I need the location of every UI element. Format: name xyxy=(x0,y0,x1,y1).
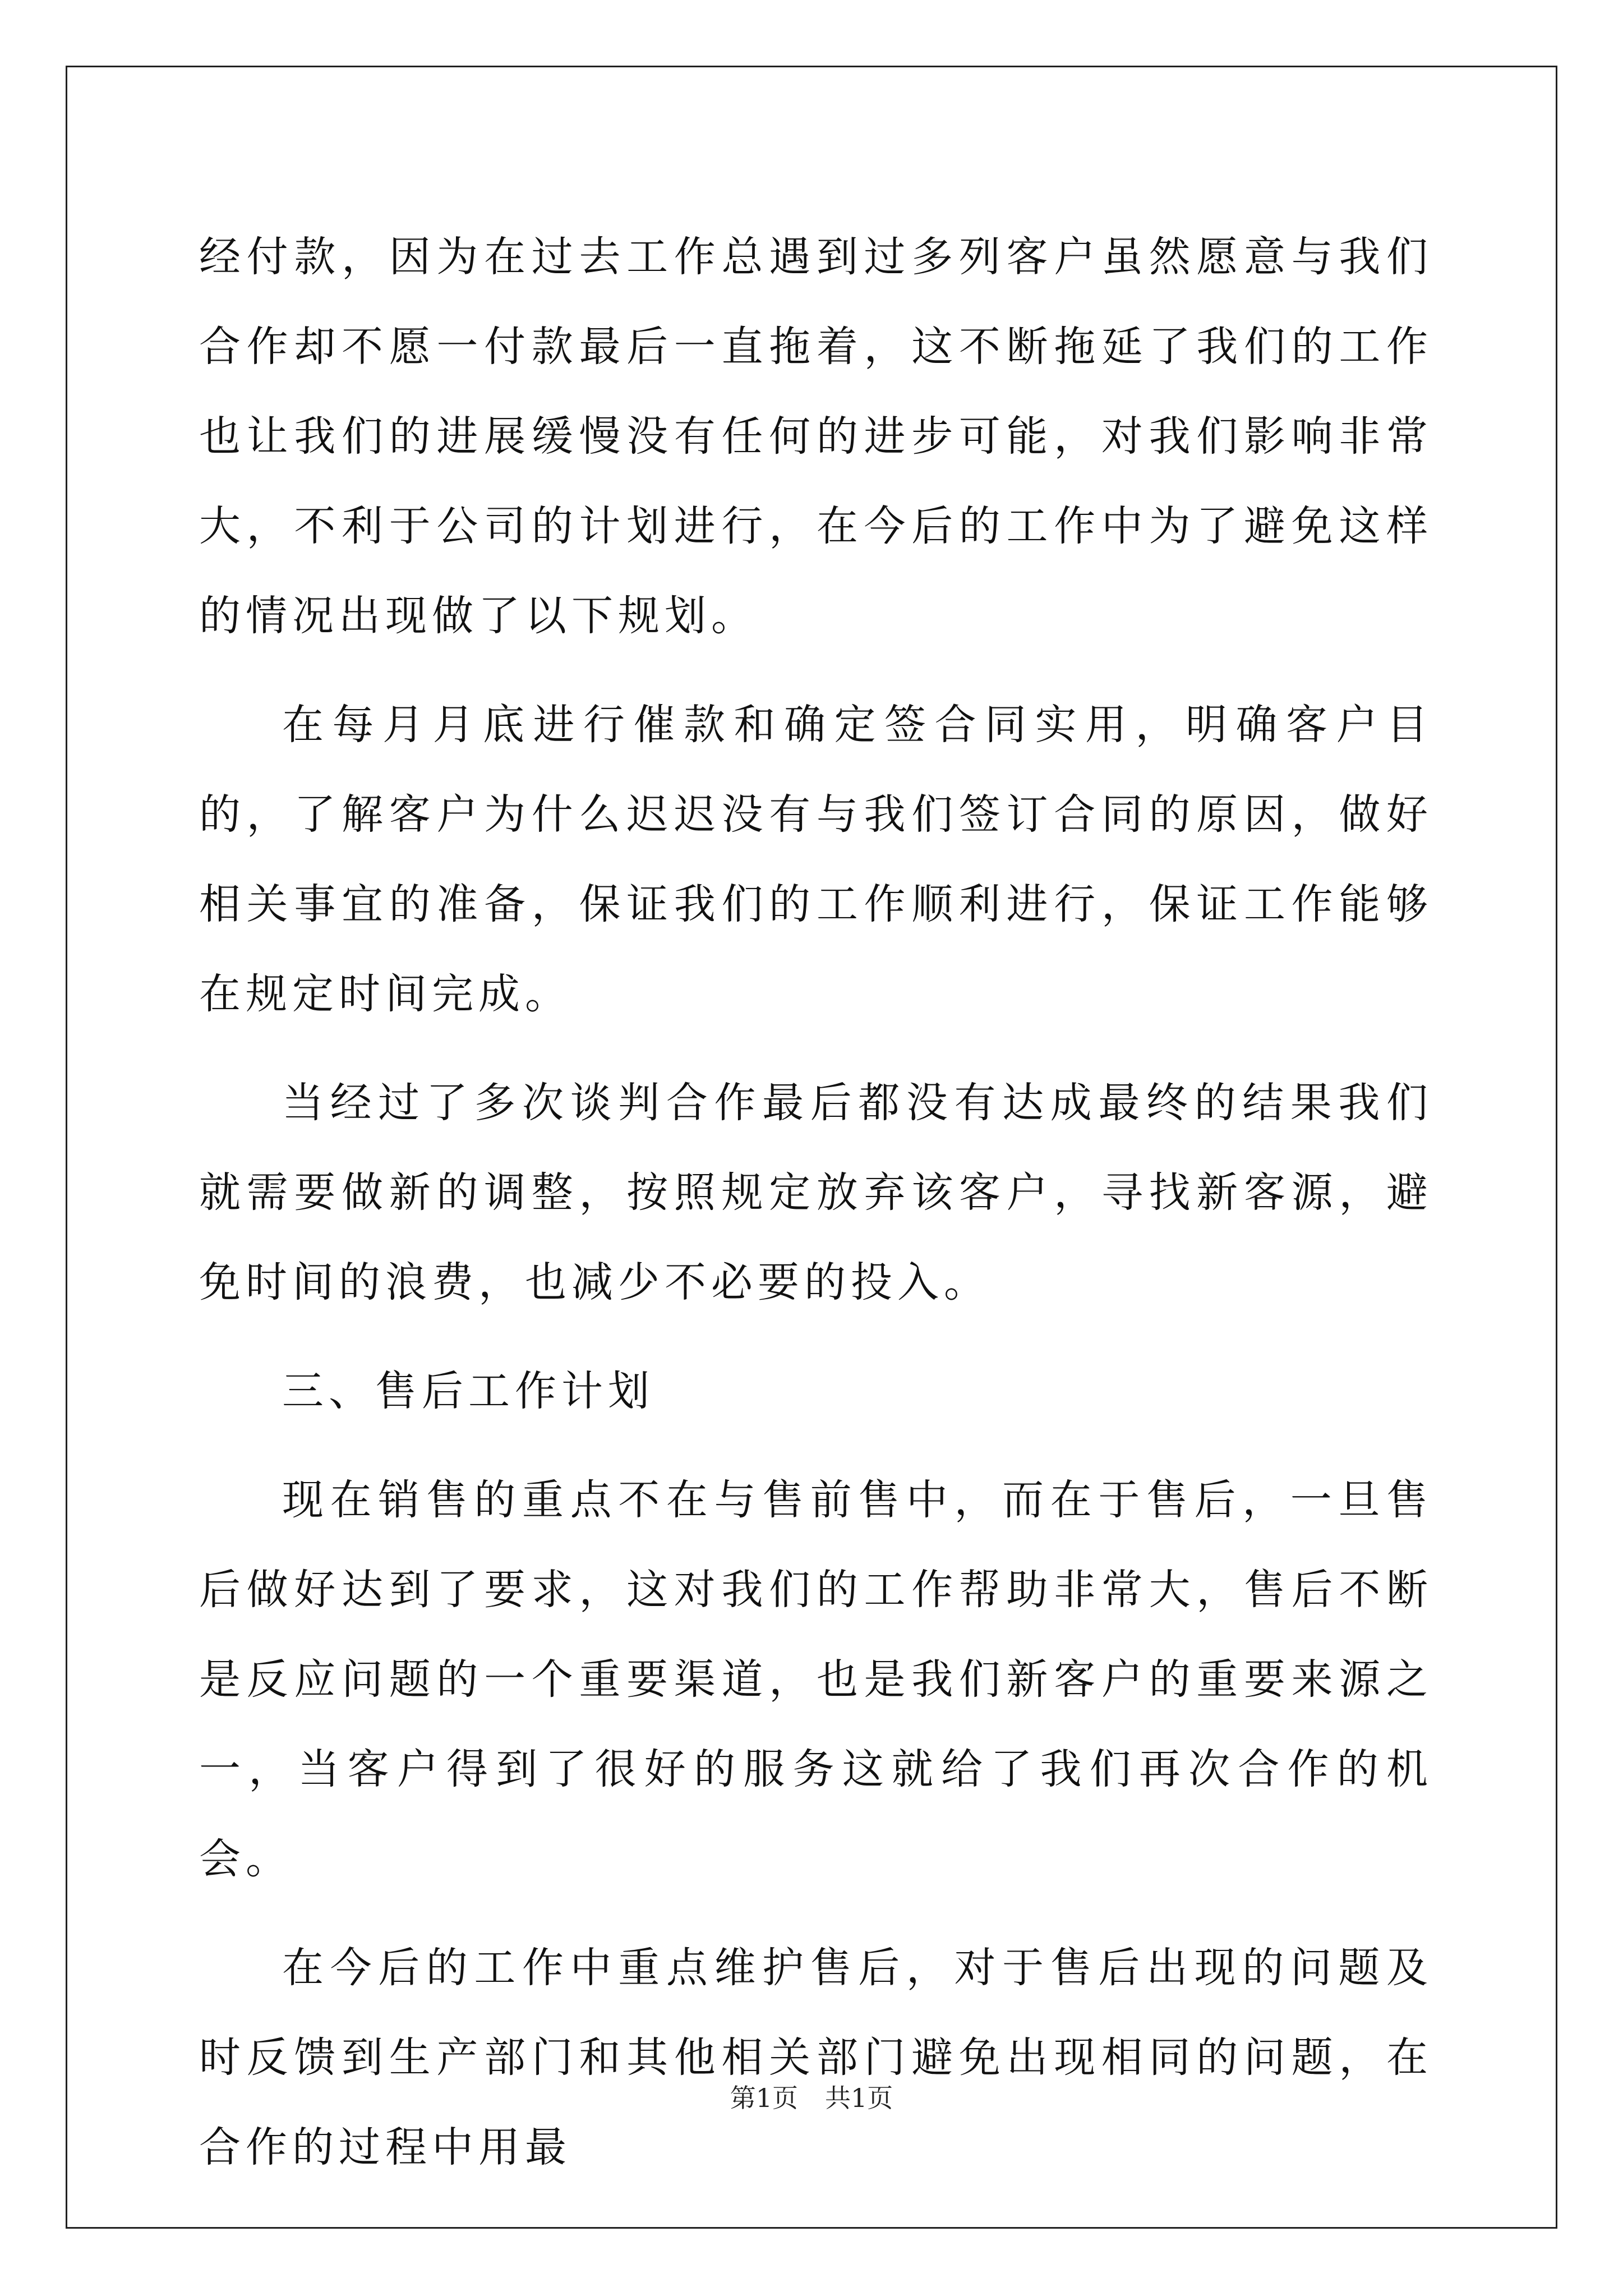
page-number: 第1页 xyxy=(730,2083,798,2113)
document-body xyxy=(199,212,1433,2211)
paragraph-3: 当经过了多次谈判合作最后都没有达成最终的结果我们就需要做新的调整，按照规定放弃该客户，寻找新客源，避免时间的浪费，也减少不必要的投入。 xyxy=(199,1079,1433,1306)
paragraph-2: 在每月月底进行催款和确定签合同实用，明确客户目的，了解客户为什么迟迟没有与我们签订合同的原因，做好相关事宜的准备，保证我们的工作顺利进行，保证工作能够在规定时间完成。 xyxy=(199,701,1433,1018)
section-heading: 三、售后工作计划 xyxy=(282,1367,654,1415)
page-footer xyxy=(0,2081,1623,2115)
page-total: 共1页 xyxy=(825,2083,893,2113)
paragraph-4: 现在销售的重点不在与售前售中，而在于售后，一旦售后做好达到了要求，这对我们的工作帮助非常大，售后不断是反应问题的一个重要渠道，也是我们新客户的重要来源之一，当客户得到了很好的服务这就给了我们再次合作的机会。 xyxy=(199,1476,1433,1883)
paragraph-1: 经付款，因为在过去工作总遇到过多列客户虽然愿意与我们合作却不愿一付款最后一直拖着，这不断拖延了我们的工作也让我们的进展缓慢没有任何的进步可能，对我们影响非常大，不利于公司的计划进行，在今后的工作中为了避免这样的情况出现做了以下规划。 xyxy=(199,233,1433,640)
paragraph-5: 在今后的工作中重点维护售后，对于售后出现的问题及时反馈到生产部门和其他相关部门避免出现相同的问题，在合作的过程中用最 xyxy=(199,1944,1433,2171)
